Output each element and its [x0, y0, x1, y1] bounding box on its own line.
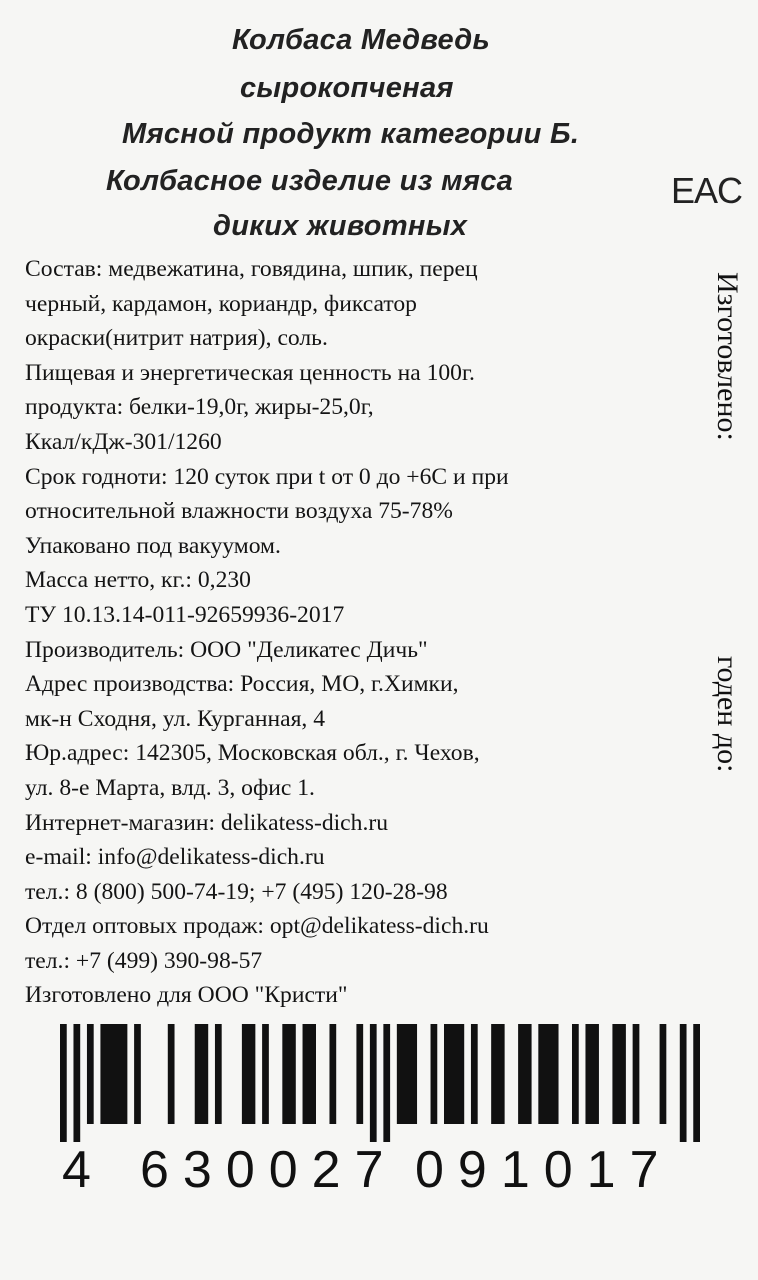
eac-mark: EAC [671, 170, 743, 211]
barcode-bar [431, 1024, 438, 1124]
best-before-label: годен до: [711, 656, 744, 773]
barcode-bar [282, 1024, 295, 1124]
product-description-line-2: диких животных [213, 210, 468, 242]
product-category-line: Мясной продукт категории Б. [122, 118, 580, 150]
barcode-bar [195, 1024, 208, 1124]
barcode-guard-bar [680, 1024, 687, 1142]
info-line: черный, кардамон, кориандр, фиксатор [25, 290, 417, 317]
product-title-line-2: сырокопченая [240, 72, 454, 104]
barcode-bar [491, 1024, 504, 1124]
barcode-bar [444, 1024, 464, 1124]
barcode-bar [329, 1024, 336, 1124]
barcode-bar [168, 1024, 175, 1124]
barcode-bar [612, 1024, 625, 1124]
info-line: ул. 8-е Марта, влд. 3, офис 1. [25, 774, 315, 801]
info-line: Производитель: ООО "Деликатес Дичь" [25, 636, 428, 663]
barcode-bar [585, 1024, 598, 1124]
barcode [60, 1024, 700, 1142]
info-line: относительной влажности воздуха 75-78% [25, 498, 453, 525]
barcode-guard-bar [383, 1024, 390, 1142]
barcode-bar [633, 1024, 640, 1124]
info-line: Пищевая и энергетическая ценность на 100г. [25, 359, 475, 386]
barcode-bar [356, 1024, 363, 1124]
barcode-bar [87, 1024, 94, 1124]
info-line: Отдел оптовых продаж: opt@delikatess-dich.ru [25, 913, 489, 940]
info-line: тел.: 8 (800) 500-74-19; +7 (495) 120-28-98 [25, 878, 448, 905]
product-info-text [25, 252, 685, 1013]
barcode-bar [303, 1024, 316, 1124]
info-line: тел.: +7 (499) 390-98-57 [25, 947, 263, 974]
product-description-line-1: Колбасное изделие из мяса [106, 165, 514, 197]
info-line: Юр.адрес: 142305, Московская обл., г. Чехов, [25, 740, 480, 767]
barcode-bar [572, 1024, 579, 1124]
info-line: мк-н Сходня, ул. Курганная, 4 [25, 705, 326, 732]
barcode-bar [262, 1024, 269, 1124]
barcode-bars [60, 1024, 700, 1142]
barcode-bar [518, 1024, 531, 1124]
barcode-bar [471, 1024, 478, 1124]
barcode-bar [215, 1024, 222, 1124]
barcode-guard-bar [60, 1024, 67, 1142]
barcode-bar [100, 1024, 127, 1124]
barcode-bar [242, 1024, 255, 1124]
info-line: e-mail: info@delikatess-dich.ru [25, 844, 325, 871]
barcode-right-group: 091017 [415, 1141, 673, 1199]
info-line: Упаковано под вакуумом. [25, 532, 281, 559]
info-line: продукта: белки-19,0г, жиры-25,0г, [25, 394, 374, 421]
info-line: Интернет-магазин: delikatess-dich.ru [25, 809, 388, 836]
barcode-left-group: 630027 [140, 1141, 398, 1199]
barcode-bar [134, 1024, 141, 1124]
info-line: Ккал/кДж-301/1260 [25, 428, 222, 455]
info-line: окраски(нитрит натрия), соль. [25, 325, 328, 352]
product-title-line-1: Колбаса Медведь [232, 24, 490, 56]
manufactured-date-label: Изготовлено: [711, 272, 744, 441]
info-line: ТУ 10.13.14-011-92659936-2017 [25, 601, 345, 628]
info-line: Состав: медвежатина, говядина, шпик, перец [25, 256, 478, 282]
info-line: Масса нетто, кг.: 0,230 [25, 567, 251, 594]
info-line: Изготовлено для ООО "Кристи" [25, 982, 348, 1009]
barcode-bar [538, 1024, 558, 1124]
barcode-guard-bar [73, 1024, 80, 1142]
info-line: Срок годноти: 120 суток при t от 0 до +6С и при [25, 463, 509, 490]
barcode-guard-bar [693, 1024, 700, 1142]
barcode-guard-bar [370, 1024, 377, 1142]
barcode-bar [397, 1024, 417, 1124]
barcode-bar [660, 1024, 667, 1124]
info-line: Адрес производства: Россия, МО, г.Химки, [25, 671, 459, 698]
barcode-first-digit: 4 [62, 1141, 91, 1199]
